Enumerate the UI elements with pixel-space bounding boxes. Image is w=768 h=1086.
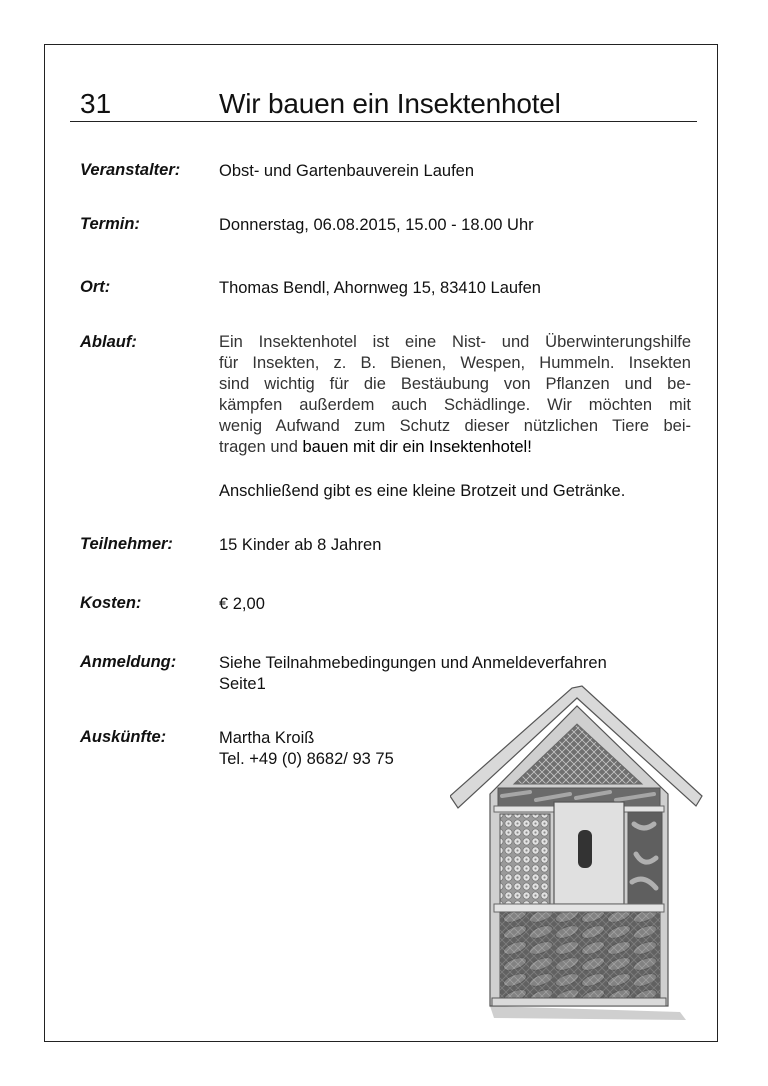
label-veranstalter: Veranstalter: [80, 161, 181, 179]
label-teilnehmer: Teilnehmer: [80, 535, 173, 553]
event-title: Wir bauen ein Insektenhotel [219, 88, 561, 119]
ablauf-text [219, 332, 691, 458]
value-auskuenfte-name: Martha Kroiß [219, 729, 315, 747]
ablauf-extra: Anschließend gibt es eine kleine Brotzeit und Getränke. [219, 482, 626, 500]
ablauf-emphasis: bauen mit dir ein Insektenhotel! [302, 438, 532, 456]
ablauf-line: kämpfen außerdem auch Schädlinge. Wir möchten mit [219, 396, 691, 414]
label-ablauf: Ablauf: [80, 333, 137, 351]
insect-hotel-illustration-icon [450, 684, 706, 1022]
value-termin: Donnerstag, 06.08.2015, 15.00 - 18.00 Uhr [219, 216, 534, 234]
label-kosten: Kosten: [80, 594, 142, 612]
title-rule [70, 121, 697, 122]
ablauf-line: wenig Aufwand zum Schutz dieser nützlichen Tiere bei- [219, 417, 691, 435]
label-anmeldung: Anmeldung: [80, 653, 177, 671]
value-auskuenfte-tel: Tel. +49 (0) 8682/ 93 75 [219, 750, 394, 768]
event-number: 31 [80, 88, 112, 119]
label-ort: Ort: [80, 278, 111, 296]
ablauf-last-start: tragen und [219, 438, 303, 456]
value-veranstalter: Obst- und Gartenbauverein Laufen [219, 162, 475, 180]
value-teilnehmer: 15 Kinder ab 8 Jahren [219, 536, 382, 554]
value-kosten: € 2,00 [219, 595, 265, 613]
ablauf-line-last [219, 437, 691, 458]
label-auskuenfte: Auskünfte: [80, 728, 167, 746]
label-termin: Termin: [80, 215, 140, 233]
value-anmeldung-2: Seite1 [219, 675, 266, 693]
ablauf-line: Ein Insektenhotel ist eine Nist- und Überwinterungshilfe [219, 333, 691, 351]
ablauf-line: für Insekten, z. B. Bienen, Wespen, Hummeln. Insekten [219, 354, 691, 372]
value-anmeldung-1: Siehe Teilnahmebedingungen und Anmeldeverfahren [219, 654, 607, 672]
ablauf-line: sind wichtig für die Bestäubung von Pflanzen und be- [219, 375, 691, 393]
value-ort: Thomas Bendl, Ahornweg 15, 83410 Laufen [219, 279, 541, 297]
